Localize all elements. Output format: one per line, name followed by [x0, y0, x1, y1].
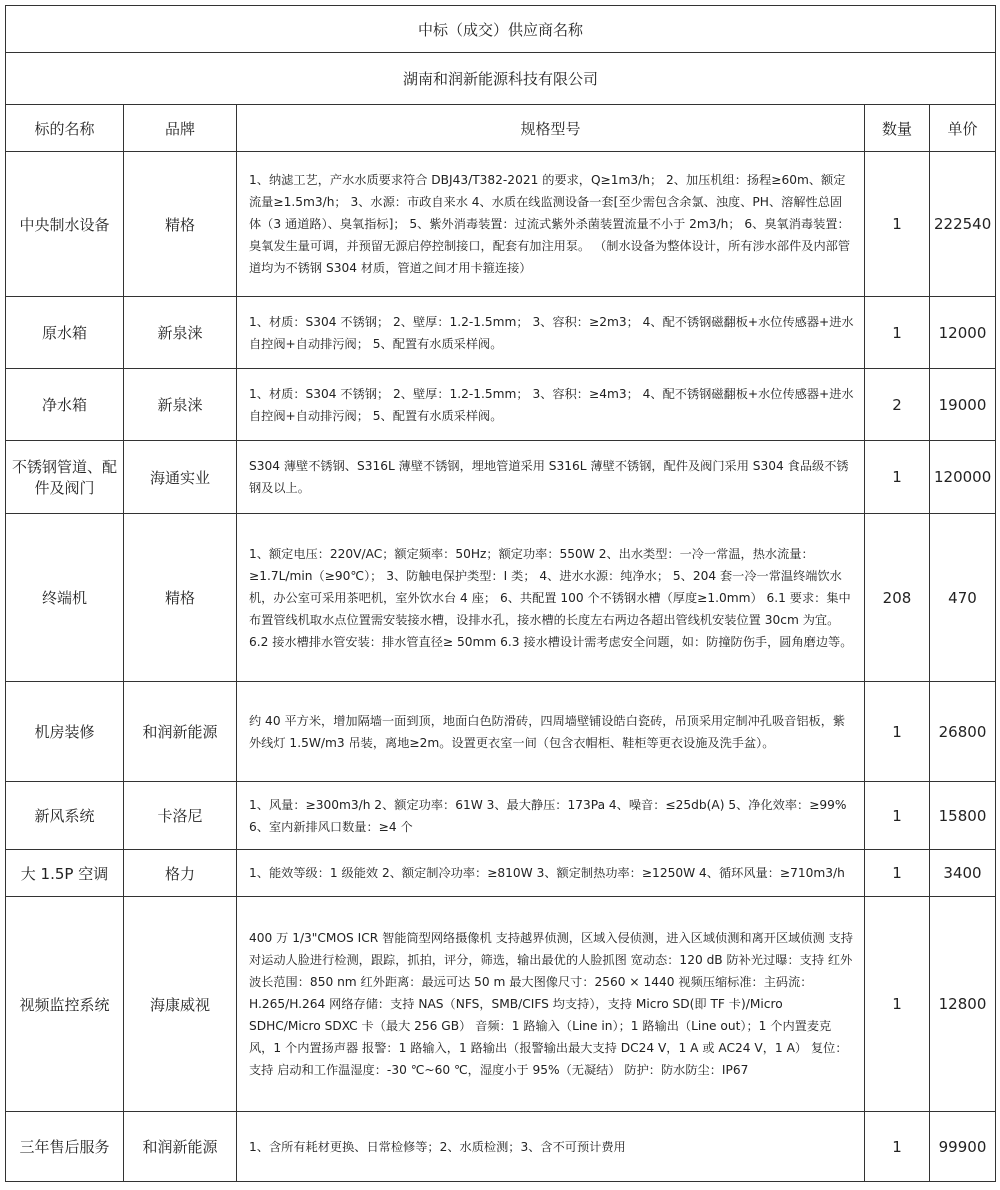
procurement-table [5, 5, 996, 1182]
table-row [6, 297, 996, 369]
column-header-price: 单价 [930, 105, 996, 152]
item-brand: 新泉涞 [124, 297, 237, 369]
table-row [6, 369, 996, 441]
item-name: 原水箱 [6, 297, 124, 369]
item-price: 99900 [930, 1112, 996, 1182]
item-name: 终端机 [6, 514, 124, 682]
item-brand: 和润新能源 [124, 682, 237, 782]
item-spec: 1、风量：≥300m3/h 2、额定功率：61W 3、最大静压：173Pa 4、噪音：≤25db(A) 5、净化效率：≥99% 6、室内新排风口数量：≥4 个 [237, 782, 865, 850]
item-qty: 1 [865, 441, 930, 514]
item-qty: 1 [865, 782, 930, 850]
item-name: 大 1.5P 空调 [6, 850, 124, 897]
item-price: 120000 [930, 441, 996, 514]
table-row [6, 682, 996, 782]
item-qty: 1 [865, 152, 930, 297]
column-header-qty: 数量 [865, 105, 930, 152]
item-brand: 新泉涞 [124, 369, 237, 441]
item-name: 三年售后服务 [6, 1112, 124, 1182]
item-brand: 海通实业 [124, 441, 237, 514]
item-spec: 1、额定电压：220V/AC；额定频率：50Hz；额定功率：550W 2、出水类型：一冷一常温，热水流量：≥1.7L/min（≥90℃）； 3、防触电保护类型：I 类； 4、进水水源：纯净水； 5、204 套一冷一常温终端饮水机，办公室可采用茶吧机，室外饮水台 4 座； 6、共配置 100 个不锈钢水槽（厚度≥1.0mm） 6.1 要求：集中布置管线机取水点位置需安装接水槽，设排水孔，接水槽的长度左右两边各超出管线机安装位置 30cm 为宜。 6.2 接水槽排水管安装：排水管直径≥ 50mm 6.3 接水槽设计需考虑安全问题，如：防撞防伤手，圆角磨边等。 [237, 514, 865, 682]
item-brand: 格力 [124, 850, 237, 897]
item-spec: 1、含所有耗材更换、日常检修等；2、水质检测；3、含不可预计费用 [237, 1112, 865, 1182]
table-row [6, 514, 996, 682]
table-row [6, 782, 996, 850]
item-spec: 1、能效等级：1 级能效 2、额定制冷功率：≥810W 3、额定制热功率：≥1250W 4、循环风量：≥710m3/h [237, 850, 865, 897]
item-price: 470 [930, 514, 996, 682]
item-name: 新风系统 [6, 782, 124, 850]
item-spec: 1、材质：S304 不锈钢； 2、壁厚：1.2-1.5mm； 3、容积：≥2m3； 4、配不锈钢磁翻板+水位传感器+进水自控阀+自动排污阀； 5、配置有水质采样阀。 [237, 297, 865, 369]
item-spec: S304 薄壁不锈钢、S316L 薄壁不锈钢，埋地管道采用 S316L 薄壁不锈钢，配件及阀门采用 S304 食品级不锈钢及以上。 [237, 441, 865, 514]
item-qty: 208 [865, 514, 930, 682]
supplier-header-row [6, 6, 996, 53]
item-qty: 1 [865, 850, 930, 897]
item-spec: 约 40 平方米，增加隔墙一面到顶，地面白色防滑砖，四周墙壁铺设皓白瓷砖，吊顶采用定制冲孔吸音铝板，紫外线灯 1.5W/m3 吊装，离地≥2m。设置更衣室一间（包含衣帽柜、鞋柜等更衣设施及洗手盆）。 [237, 682, 865, 782]
item-qty: 2 [865, 369, 930, 441]
item-brand: 精格 [124, 514, 237, 682]
table-row [6, 152, 996, 297]
item-price: 3400 [930, 850, 996, 897]
supplier-header: 中标（成交）供应商名称 [6, 6, 996, 53]
item-name: 视频监控系统 [6, 897, 124, 1112]
item-brand: 精格 [124, 152, 237, 297]
item-brand: 海康威视 [124, 897, 237, 1112]
supplier-name: 湖南和润新能源科技有限公司 [6, 53, 996, 105]
item-spec: 400 万 1/3"CMOS ICR 智能筒型网络摄像机 支持越界侦测，区域入侵侦测，进入区域侦测和离开区域侦测 支持对运动人脸进行检测，跟踪，抓拍，评分，筛选，输出最优的人脸抓图 宽动态：120 dB 防补光过曝：支持 红外波长范围：850 nm 红外距离：最远可达 50 m 最大图像尺寸：2560 × 1440 视频压缩标准：主码流：H.265/H.264 网络存储：支持 NAS（NFS，SMB/CIFS 均支持），支持 Micro SD(即 TF 卡)/Micro SDHC/Micro SDXC 卡（最大 256 GB） 音频：1 路输入（Line in）；1 路输出（Line out）；1 个内置麦克风，1 个内置扬声器 报警：1 路输入，1 路输出（报警输出最大支持 DC24 V，1 A 或 AC24 V，1 A） 复位：支持 启动和工作温湿度：-30 ℃~60 ℃，湿度小于 95%（无凝结） 防护：防水防尘：IP67 [237, 897, 865, 1112]
item-qty: 1 [865, 682, 930, 782]
item-price: 19000 [930, 369, 996, 441]
item-price: 222540 [930, 152, 996, 297]
item-qty: 1 [865, 1112, 930, 1182]
item-price: 26800 [930, 682, 996, 782]
item-name: 不锈钢管道、配件及阀门 [6, 441, 124, 514]
item-name: 机房装修 [6, 682, 124, 782]
item-qty: 1 [865, 297, 930, 369]
item-qty: 1 [865, 897, 930, 1112]
table-row [6, 897, 996, 1112]
table-row [6, 850, 996, 897]
supplier-name-row [6, 53, 996, 105]
table-row [6, 441, 996, 514]
item-price: 12000 [930, 297, 996, 369]
column-header-item: 标的名称 [6, 105, 124, 152]
item-spec: 1、纳滤工艺，产水水质要求符合 DBJ43/T382-2021 的要求，Q≥1m3/h； 2、加压机组：扬程≥60m、额定流量≥1.5m3/h； 3、水源：市政自来水 4、水质在线监测设备一套[至少需包含余氯、浊度、PH、溶解性总固体（3 通道路）、臭氧指标]； 5、紫外消毒装置：过流式紫外杀菌装置流量不小于 2m3/h； 6、臭氧消毒装置：臭氧发生量可调，并预留无源启停控制接口，配套有加注用泵。 （制水设备为整体设计，所有涉水部件及内部管道均为不锈钢 S304 材质，管道之间才用卡箍连接） [237, 152, 865, 297]
item-name: 中央制水设备 [6, 152, 124, 297]
item-spec: 1、材质：S304 不锈钢； 2、壁厚：1.2-1.5mm； 3、容积：≥4m3； 4、配不锈钢磁翻板+水位传感器+进水自控阀+自动排污阀； 5、配置有水质采样阀。 [237, 369, 865, 441]
column-header-brand: 品牌 [124, 105, 237, 152]
column-header-row [6, 105, 996, 152]
item-name: 净水箱 [6, 369, 124, 441]
column-header-spec: 规格型号 [237, 105, 865, 152]
table-row [6, 1112, 996, 1182]
item-brand: 卡洛尼 [124, 782, 237, 850]
item-brand: 和润新能源 [124, 1112, 237, 1182]
item-price: 12800 [930, 897, 996, 1112]
item-price: 15800 [930, 782, 996, 850]
